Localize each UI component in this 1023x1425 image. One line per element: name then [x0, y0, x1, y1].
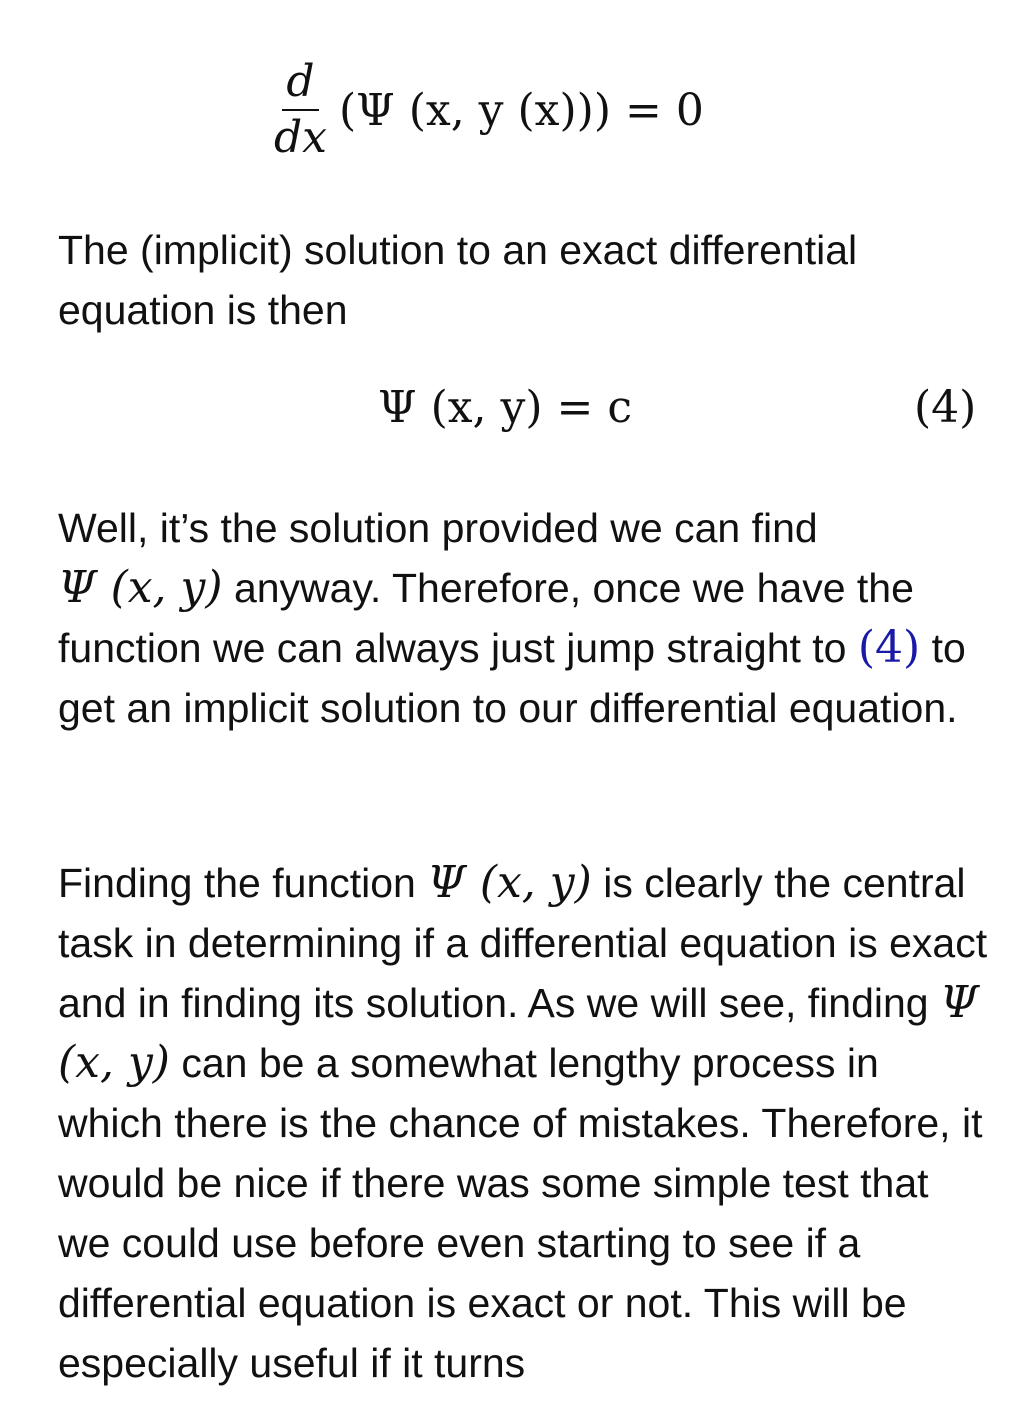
paragraph-well-its-the-solution: [58, 498, 988, 738]
inline-math-psi: Ψ (x, y): [427, 857, 592, 908]
display-equation-4: Ψ (x, y) = c: [378, 382, 633, 433]
paragraph-text: anyway. Therefore, once we have the function we can always just jump straight to: [58, 565, 914, 671]
paragraph-implicit-solution: The (implicit) solution to an exact differential equation is then: [58, 227, 858, 333]
inline-math-psi: Ψ (x, y): [58, 977, 979, 1088]
fraction-numerator: d: [282, 59, 318, 111]
paragraph-finding-the-function: [58, 853, 988, 1393]
paragraph-text: to get an implicit solution to our differential equation.: [58, 625, 966, 731]
paragraph-text: is clearly the central task in determining if a differential equation is exact and in finding its solution. As we will see, finding: [58, 860, 988, 1026]
paragraph-text: Well, it’s the solution provided we can find: [58, 505, 818, 551]
fraction-denominator: dx: [274, 112, 327, 163]
fraction-d-dx: [270, 55, 331, 163]
display-equation-derivative: [270, 40, 704, 180]
equation-body: (Ψ (x, y (x))) = 0: [338, 84, 704, 136]
equation-number: (4): [914, 382, 977, 433]
paragraph-text: can be a somewhat lengthy process in which there is the chance of mistakes. Therefore, it would be nice if there was some simple test that we could use before even starting to see if a differential equation is exact or not. This will be especially useful if it turns: [58, 1040, 983, 1386]
inline-math-psi: Ψ (x, y): [58, 562, 223, 613]
paragraph-text: Finding the function: [58, 860, 428, 906]
equation-reference-link[interactable]: (4): [857, 622, 921, 673]
